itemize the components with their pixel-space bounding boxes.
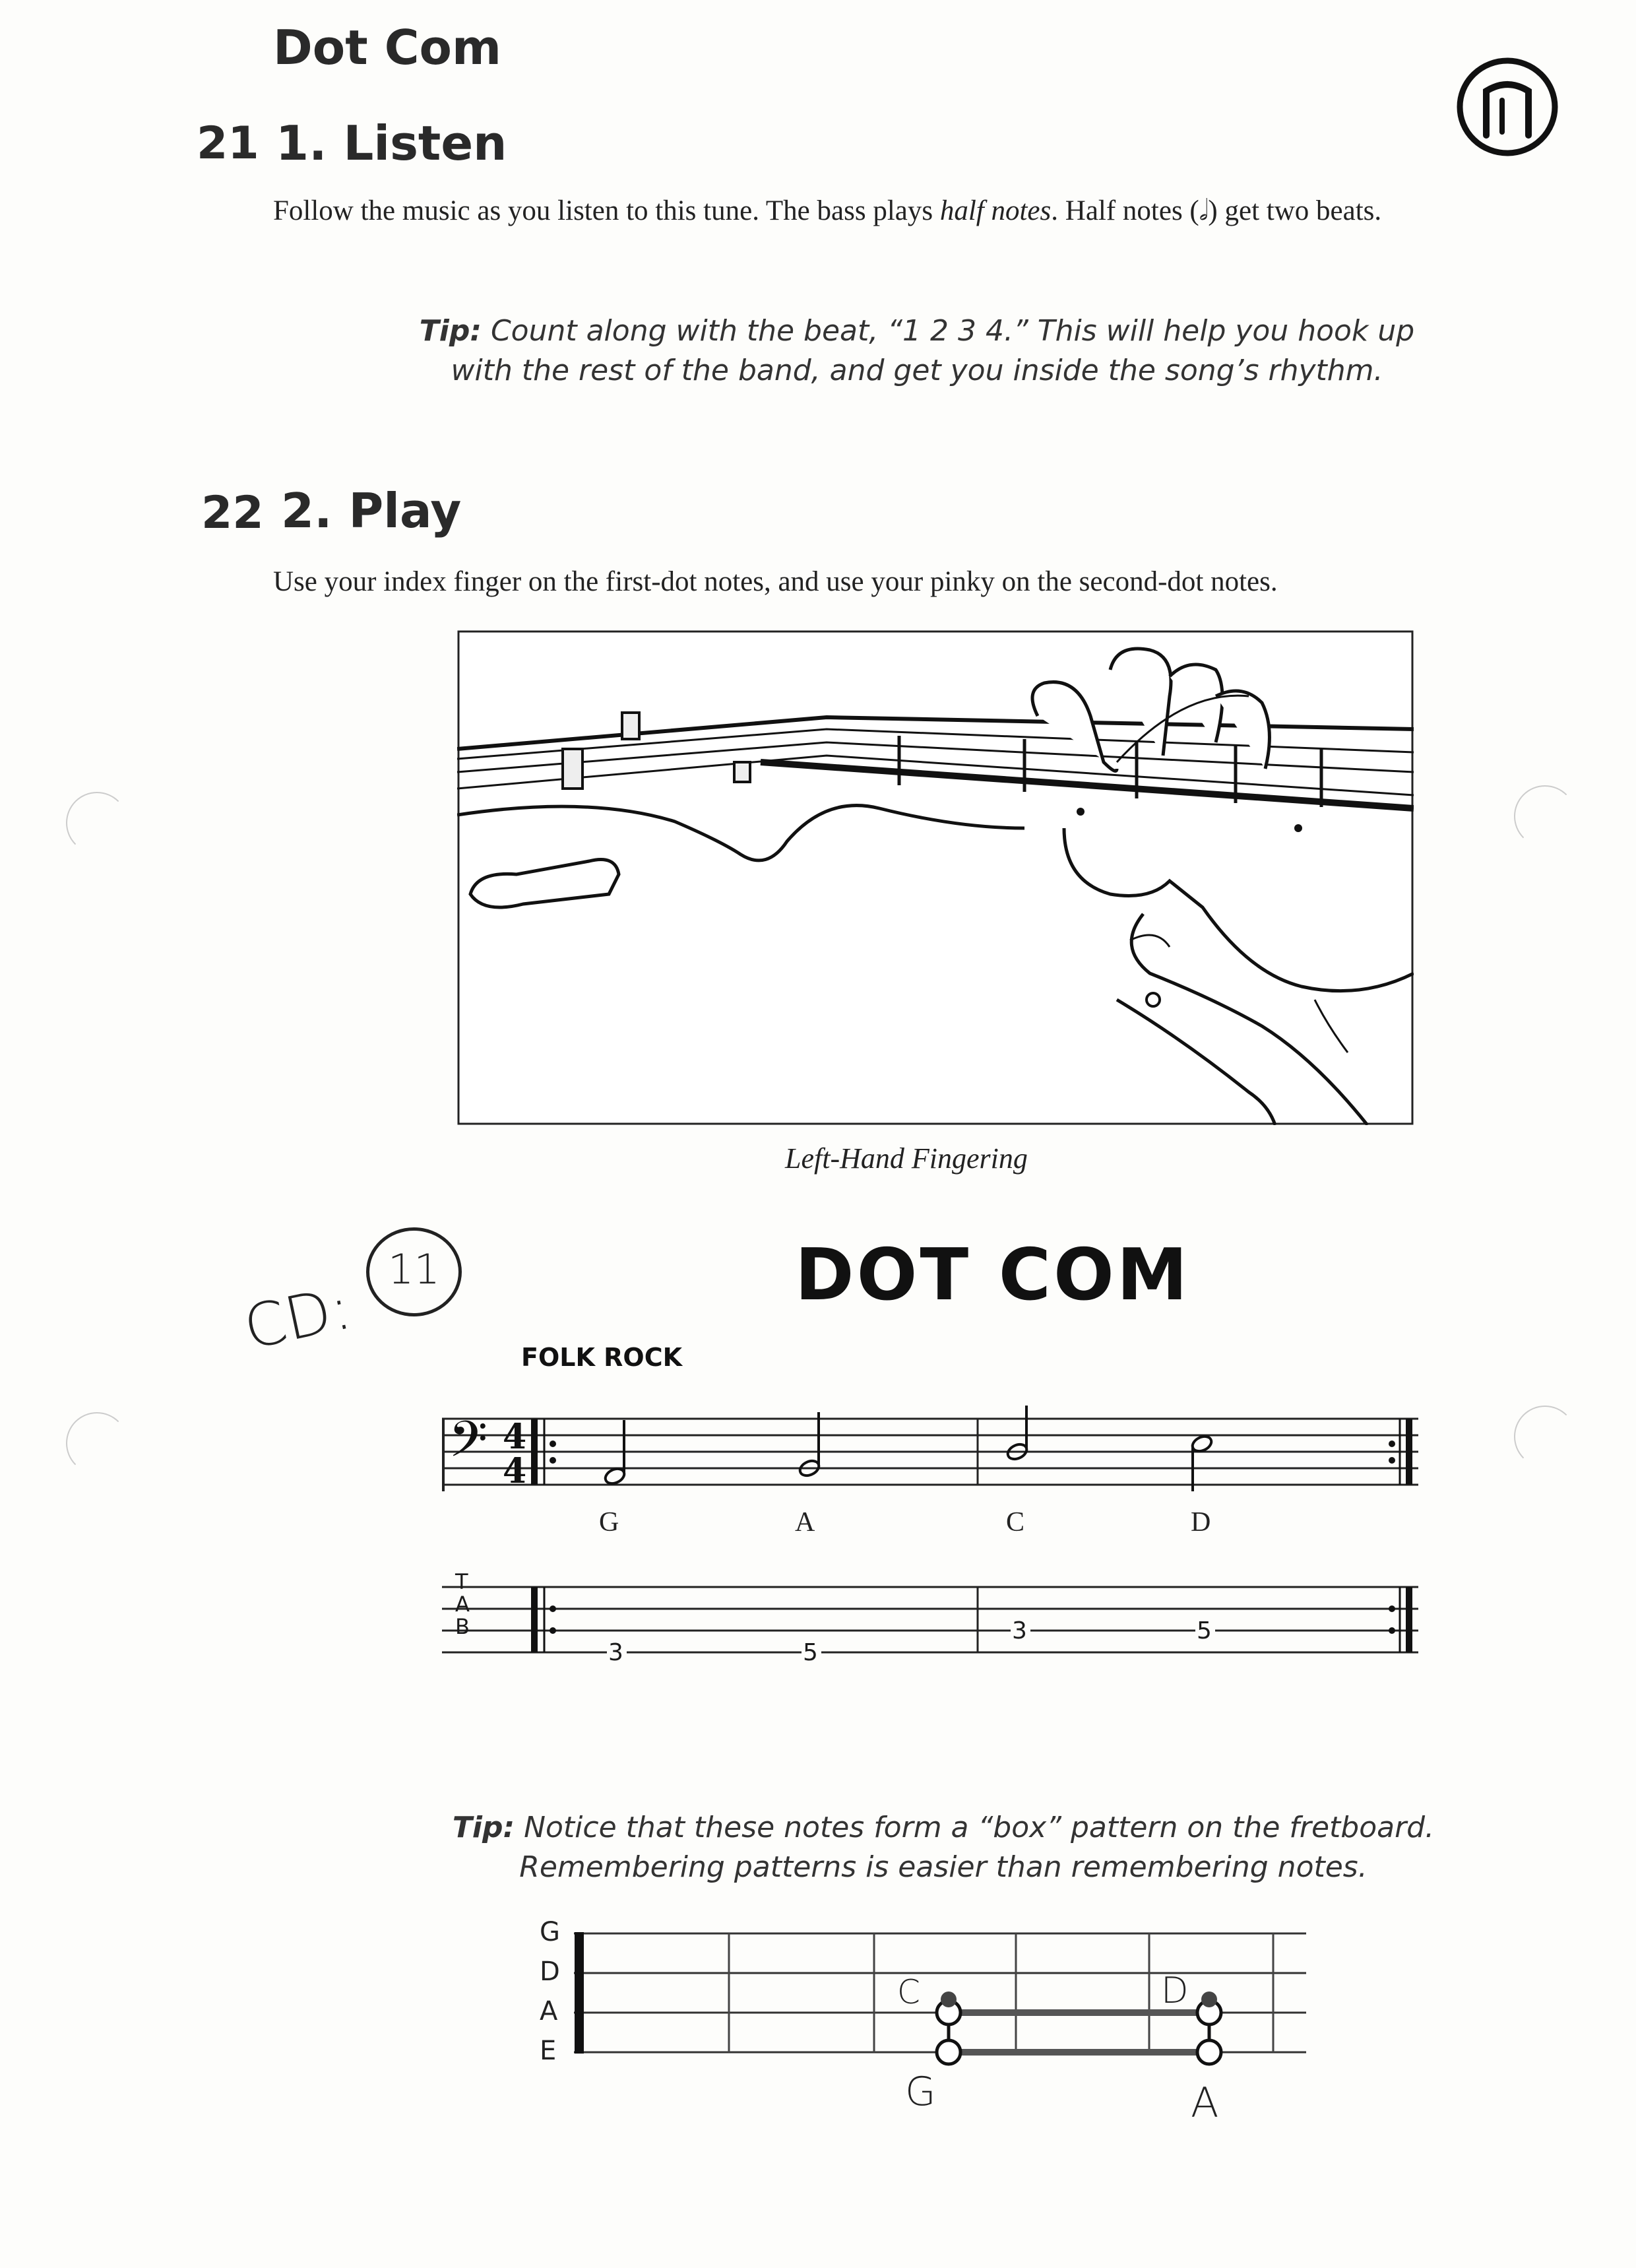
- track-number-21: 21: [197, 117, 259, 170]
- notation-staff: [442, 1406, 1418, 1491]
- punch-hole-mark: [1514, 1406, 1576, 1468]
- svg-text:𝄢: 𝄢: [449, 1410, 488, 1481]
- string-label-e: E: [540, 2036, 557, 2066]
- illustration-caption: Left-Hand Fingering: [785, 1142, 1028, 1175]
- tab-letter-b: B: [455, 1614, 470, 1639]
- song-title: DOT COM: [795, 1234, 1191, 1316]
- note-name-a: A: [795, 1507, 815, 1538]
- punch-hole-mark: [66, 792, 128, 854]
- punch-hole-mark: [1514, 785, 1576, 847]
- fretboard-diagram: [567, 1914, 1313, 2085]
- tip-count-line-2: with the rest of the band, and get you inside the song’s rhythm.: [451, 354, 1383, 387]
- tip2-label: Tip:: [452, 1811, 515, 1844]
- page-title: Dot Com: [273, 20, 502, 75]
- section-heading-play: 2. Play: [281, 483, 462, 538]
- style-label: FOLK ROCK: [521, 1343, 683, 1372]
- tab-letter-t: T: [455, 1569, 468, 1594]
- handwritten-a-label: A: [1191, 2079, 1219, 2127]
- tip-box-pattern: [422, 1808, 1464, 1887]
- string-label-d: D: [540, 1957, 560, 1987]
- tab-fret-d: 5: [1197, 1617, 1212, 1644]
- punch-hole-mark: [66, 1412, 128, 1474]
- tab-fret-c: 3: [1012, 1617, 1027, 1644]
- string-label-a: A: [540, 1996, 558, 2026]
- page-number-badge: [1455, 53, 1560, 158]
- string-label-g: G: [540, 1917, 560, 1947]
- handwritten-cd-number-circle: [366, 1227, 462, 1316]
- tab-fret-a: 5: [803, 1639, 818, 1666]
- listen-instructions: [273, 195, 1381, 227]
- tip-count-along: [396, 311, 1438, 391]
- svg-text:4: 4: [503, 1451, 527, 1491]
- tip-box-line-1: [422, 1808, 1464, 1848]
- note-name-c: C: [1006, 1507, 1025, 1538]
- cd-track-number: 11: [388, 1245, 440, 1293]
- handwritten-cd-note: CD:: [237, 1273, 358, 1363]
- listen-text-italic: half notes: [939, 195, 1052, 226]
- tab-letter-a: A: [455, 1592, 470, 1617]
- handwritten-c-label: C: [897, 1973, 920, 2011]
- tab-staff: [442, 1571, 1418, 1656]
- svg-text:4: 4: [503, 1417, 527, 1457]
- listen-text-end: . Half notes (𝅗𝅥) get two beats.: [1051, 195, 1382, 226]
- handwritten-g-label: G: [905, 2069, 936, 2115]
- handwritten-d-label: D: [1161, 1970, 1189, 2011]
- tip-count-line-1: [396, 311, 1438, 351]
- left-hand-fingering-illustration: [457, 630, 1414, 1125]
- note-name-g: G: [599, 1507, 619, 1538]
- tip2-line-1-text: Notice that these notes form a “box” pattern on the fretboard.: [515, 1811, 1435, 1844]
- play-instructions: Use your index finger on the first-dot notes, and use your pinky on the second-dot notes.: [273, 566, 1278, 597]
- listen-text-start: Follow the music as you listen to this tune. The bass plays: [273, 195, 940, 226]
- track-number-22: 22: [201, 487, 264, 539]
- note-name-d: D: [1191, 1507, 1211, 1538]
- tip-label: Tip:: [419, 314, 482, 348]
- tab-fret-g: 3: [608, 1639, 623, 1666]
- tip-box-line-2: Remembering patterns is easier than remembering notes.: [519, 1850, 1368, 1884]
- tip-line-1-text: Count along with the beat, “1 2 3 4.” This will help you hook up: [481, 314, 1415, 348]
- section-heading-listen: 1. Listen: [276, 115, 507, 171]
